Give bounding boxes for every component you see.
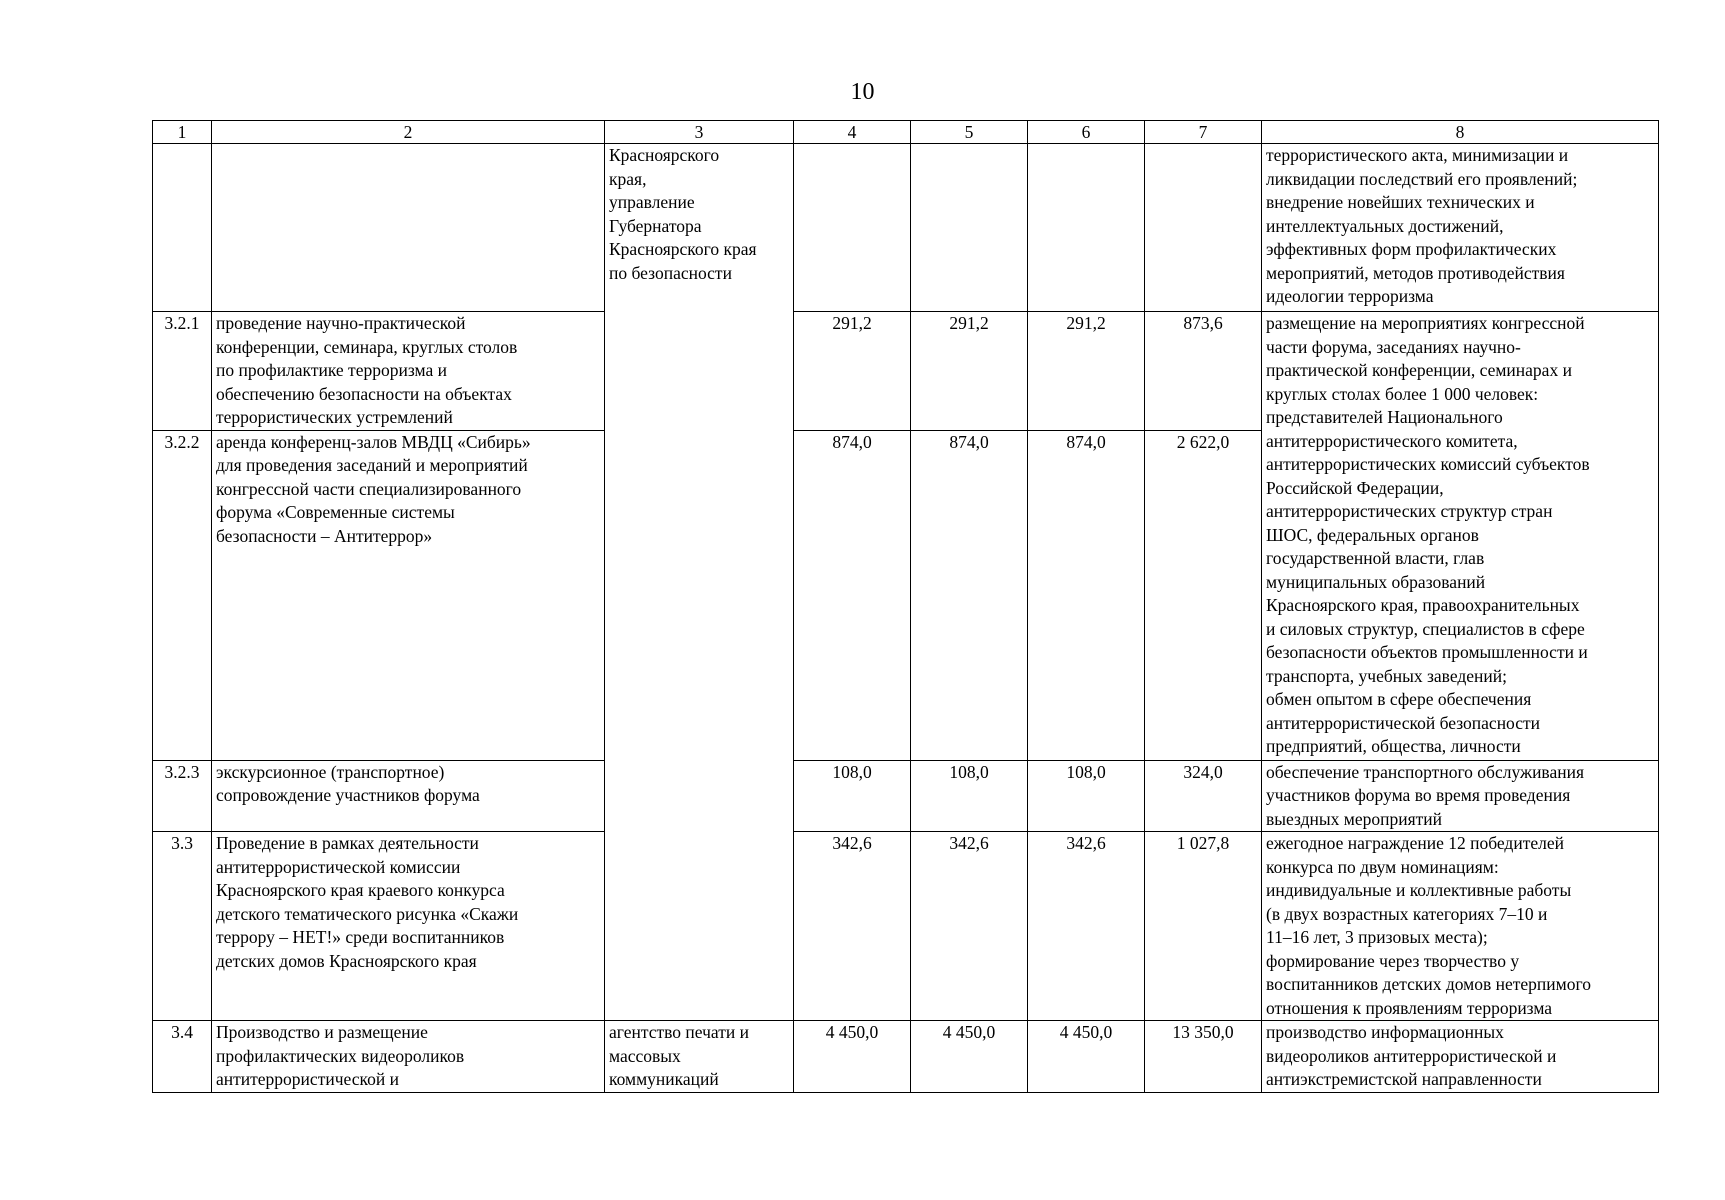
activity-name-cell [212, 832, 605, 1021]
result-line: ежегодное награждение 12 победителей [1266, 833, 1564, 853]
row-number-cell: 3.2.2 [153, 430, 212, 760]
result-cell [1262, 1021, 1659, 1093]
row-number-cell: 3.3 [153, 832, 212, 1021]
activity-name-line: антитеррористической комиссии [216, 856, 461, 877]
result-line: участников форума во время проведения [1266, 785, 1571, 805]
result-line: Красноярского края, правоохранительных [1266, 595, 1580, 615]
value-cell-col6: 4 450,0 [1028, 1021, 1145, 1093]
activity-name-line: Производство и размещение [216, 1022, 428, 1042]
column-header-8: 8 [1262, 121, 1659, 144]
activity-name-line: Красноярского края краевого конкурса [216, 880, 505, 900]
result-line: предприятий, общества, личности [1266, 736, 1521, 756]
result-line: антитеррористического комитета, [1266, 430, 1518, 451]
executor-line: коммуникаций [609, 1069, 719, 1089]
value-cell-col6: 342,6 [1028, 832, 1145, 1021]
table-row [153, 760, 1659, 832]
column-number-header-row [153, 121, 1659, 144]
activity-name-line: безопасности – Антитеррор» [216, 525, 433, 546]
value-cell-col7: 13 350,0 [1145, 1021, 1262, 1093]
value-cell-col5: 342,6 [911, 832, 1028, 1021]
activity-name-line: антитеррористической и [216, 1069, 399, 1089]
row-number-cell: 3.2.3 [153, 760, 212, 832]
result-line: ликвидации последствий его проявлений; [1266, 168, 1578, 189]
value-cell-col6: 874,0 [1028, 430, 1145, 760]
result-line: практической конференции, семинарах и [1266, 360, 1572, 380]
activity-name-line: террористических устремлений [216, 407, 453, 427]
value-cell-col5: 4 450,0 [911, 1021, 1028, 1093]
result-line: антитеррористических структур стран [1266, 501, 1553, 521]
activity-name-line: террору – НЕТ!» среди воспитанников [216, 927, 505, 947]
result-line: антитеррористической безопасности [1266, 712, 1541, 733]
table-row [153, 144, 1659, 312]
activity-name-line: обеспечению безопасности на объектах [216, 383, 512, 404]
column-header-5: 5 [911, 121, 1028, 144]
result-line: антитеррористических комиссий субъектов [1266, 454, 1590, 474]
value-cell-col5: 108,0 [911, 760, 1028, 832]
result-line: мероприятий, методов противодействия [1266, 262, 1565, 283]
result-line: эффективных форм профилактических [1266, 239, 1557, 259]
value-cell-col6: 291,2 [1028, 312, 1145, 431]
column-header-1: 1 [153, 121, 212, 144]
page-number: 10 [850, 79, 875, 105]
activity-name-cell [212, 1021, 605, 1093]
result-line: ШОС, федеральных органов [1266, 524, 1479, 545]
result-line: формирование через творчество у [1266, 950, 1520, 971]
result-line: размещение на мероприятиях конгрессной [1266, 313, 1585, 333]
activity-name-line: конференции, семинара, круглых столов [216, 336, 518, 357]
column-header-6: 6 [1028, 121, 1145, 144]
result-cell [1262, 144, 1659, 312]
value-cell [1145, 144, 1262, 312]
result-cell [1262, 312, 1659, 761]
executor-line: управление [609, 192, 695, 212]
value-cell-col6: 108,0 [1028, 760, 1145, 832]
table-row [153, 312, 1659, 431]
activity-name-line: детских домов Красноярского края [216, 950, 477, 971]
activity-name-line: конгрессной части специализированного [216, 478, 522, 499]
row-number-cell [153, 144, 212, 312]
result-line: представителей Национального [1266, 407, 1503, 427]
activity-name-line: форума «Современные системы [216, 502, 455, 522]
result-line: интеллектуальных достижений, [1266, 215, 1504, 236]
result-line: безопасности объектов промышленности и [1266, 642, 1588, 662]
column-header-7: 7 [1145, 121, 1262, 144]
value-cell [911, 144, 1028, 312]
value-cell-col4: 108,0 [794, 760, 911, 832]
result-line: выездных мероприятий [1266, 808, 1442, 829]
value-cell-col4: 4 450,0 [794, 1021, 911, 1093]
activity-name-line: профилактических видеороликов [216, 1045, 465, 1066]
activity-name-line: Проведение в рамках деятельности [216, 833, 479, 853]
column-header-4: 4 [794, 121, 911, 144]
activity-name-cell [212, 312, 605, 431]
result-cell [1262, 760, 1659, 832]
executor-line: массовых [609, 1045, 681, 1066]
result-cell [1262, 832, 1659, 1021]
activity-name-cell [212, 760, 605, 832]
result-line: внедрение новейших технических и [1266, 192, 1535, 212]
executor-line: по безопасности [609, 262, 732, 283]
result-line: террористического акта, минимизации и [1266, 145, 1569, 165]
value-cell-col4: 874,0 [794, 430, 911, 760]
activity-name-line: экскурсионное (транспортное) [216, 761, 445, 782]
result-line: части форума, заседаниях научно- [1266, 336, 1521, 357]
value-cell-col5: 874,0 [911, 430, 1028, 760]
column-header-2: 2 [212, 121, 605, 144]
result-line: обеспечение транспортного обслуживания [1266, 761, 1585, 782]
executor-cell [605, 144, 794, 1021]
activity-name-line: для проведения заседаний и мероприятий [216, 455, 528, 475]
result-line: идеологии терроризма [1266, 286, 1434, 306]
activity-name-line: проведение научно-практической [216, 313, 466, 333]
result-line: муниципальных образований [1266, 571, 1486, 592]
executor-line: Губернатора [609, 215, 702, 236]
result-line: (в двух возрастных категориях 7–10 и [1266, 903, 1548, 924]
row-number-cell: 3.4 [153, 1021, 212, 1093]
value-cell-col7: 1 027,8 [1145, 832, 1262, 1021]
result-line: и силовых структур, специалистов в сфере [1266, 618, 1585, 639]
result-line: антиэкстремистской направленности [1266, 1069, 1542, 1089]
executor-line: Красноярского края [609, 239, 757, 259]
value-cell-col7: 873,6 [1145, 312, 1262, 431]
activity-name-line: по профилактике терроризма и [216, 360, 447, 380]
executor-line: Красноярского [609, 145, 720, 165]
value-cell [1028, 144, 1145, 312]
result-line: круглых столах более 1 000 человек: [1266, 383, 1539, 404]
result-line: воспитанников детских домов нетерпимого [1266, 974, 1591, 994]
result-line: 11–16 лет, 3 призовых места); [1266, 927, 1488, 947]
result-line: Российской Федерации, [1266, 477, 1444, 498]
value-cell-col4: 342,6 [794, 832, 911, 1021]
value-cell-col4: 291,2 [794, 312, 911, 431]
result-line: отношения к проявлениям терроризма [1266, 997, 1553, 1018]
row-number-cell: 3.2.1 [153, 312, 212, 431]
result-line: производство информационных [1266, 1022, 1504, 1042]
table-row [153, 832, 1659, 1021]
executor-cell [605, 1021, 794, 1093]
result-line: обмен опытом в сфере обеспечения [1266, 689, 1532, 709]
program-activities-table [152, 120, 1659, 1093]
activity-name-line: аренда конференц-залов МВДЦ «Сибирь» [216, 431, 531, 452]
value-cell-col7: 2 622,0 [1145, 430, 1262, 760]
result-line: конкурса по двум номинациям: [1266, 856, 1499, 877]
value-cell-col5: 291,2 [911, 312, 1028, 431]
value-cell-col7: 324,0 [1145, 760, 1262, 832]
executor-line: края, [609, 168, 647, 189]
column-header-3: 3 [605, 121, 794, 144]
result-line: индивидуальные и коллективные работы [1266, 880, 1572, 900]
result-line: государственной власти, глав [1266, 548, 1485, 568]
value-cell [794, 144, 911, 312]
activity-name-cell [212, 144, 605, 312]
result-line: видеороликов антитеррористической и [1266, 1045, 1557, 1066]
result-line: транспорта, учебных заведений; [1266, 665, 1508, 686]
executor-line: агентство печати и [609, 1022, 749, 1042]
activity-name-cell [212, 430, 605, 760]
activity-name-line: детского тематического рисунка «Скажи [216, 903, 519, 924]
table-row [153, 1021, 1659, 1093]
activity-name-line: сопровождение участников форума [216, 785, 480, 805]
